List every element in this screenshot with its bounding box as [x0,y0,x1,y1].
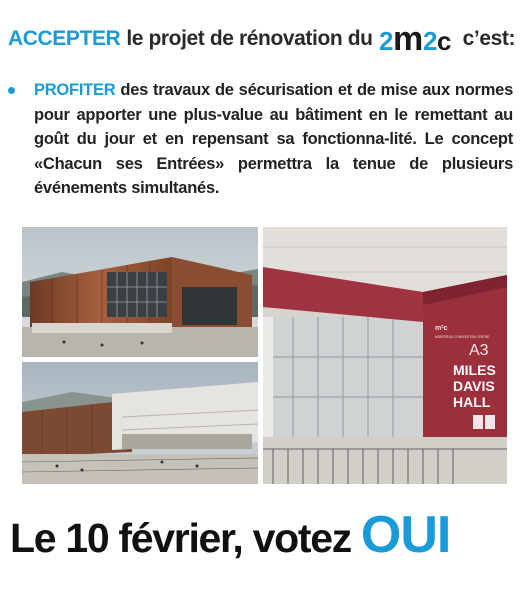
hall-line2: DAVIS [453,378,495,394]
logo-2m2c-icon [377,23,459,55]
hall-tagline: MONTREUX CONVENTION CENTRE [435,335,490,339]
svg-text:2: 2 [422,26,437,55]
hall-logo: m²c [435,325,448,332]
hall-code: A3 [469,342,489,359]
headline-end: c’est: [462,27,516,50]
cta-oui: OUI [360,506,451,564]
cta-text: Le 10 février, votez [10,515,351,561]
headline-accept: ACCEPTER [8,27,121,50]
headline [8,22,523,56]
rendering-building-exterior [22,227,258,357]
svg-text:m: m [392,23,421,55]
rendering-miles-davis-hall [263,227,507,484]
hall-line1: MILES [453,362,496,378]
hall-line3: HALL [453,394,491,410]
svg-text:c: c [436,26,451,55]
call-to-action [10,505,520,575]
bullet-paragraph [8,78,513,201]
bullet-keyword: PROFITER [34,81,116,99]
headline-middle: le projet de rénovation du [126,27,373,50]
svg-text:2: 2 [378,26,393,55]
bullet-dot-icon [8,87,15,94]
bullet-body: des travaux de sécurisation et de mise aux normes pour apporter une plus-value au bâtiment en le remettant au goût du jour et en repensant sa fonctionna-lité. Le concept «Chacun ses Entrées» permettra la tenue de plusieurs événements simultanés. [34,81,513,197]
bullet-text [34,78,513,201]
rendering-promenade [22,362,258,484]
